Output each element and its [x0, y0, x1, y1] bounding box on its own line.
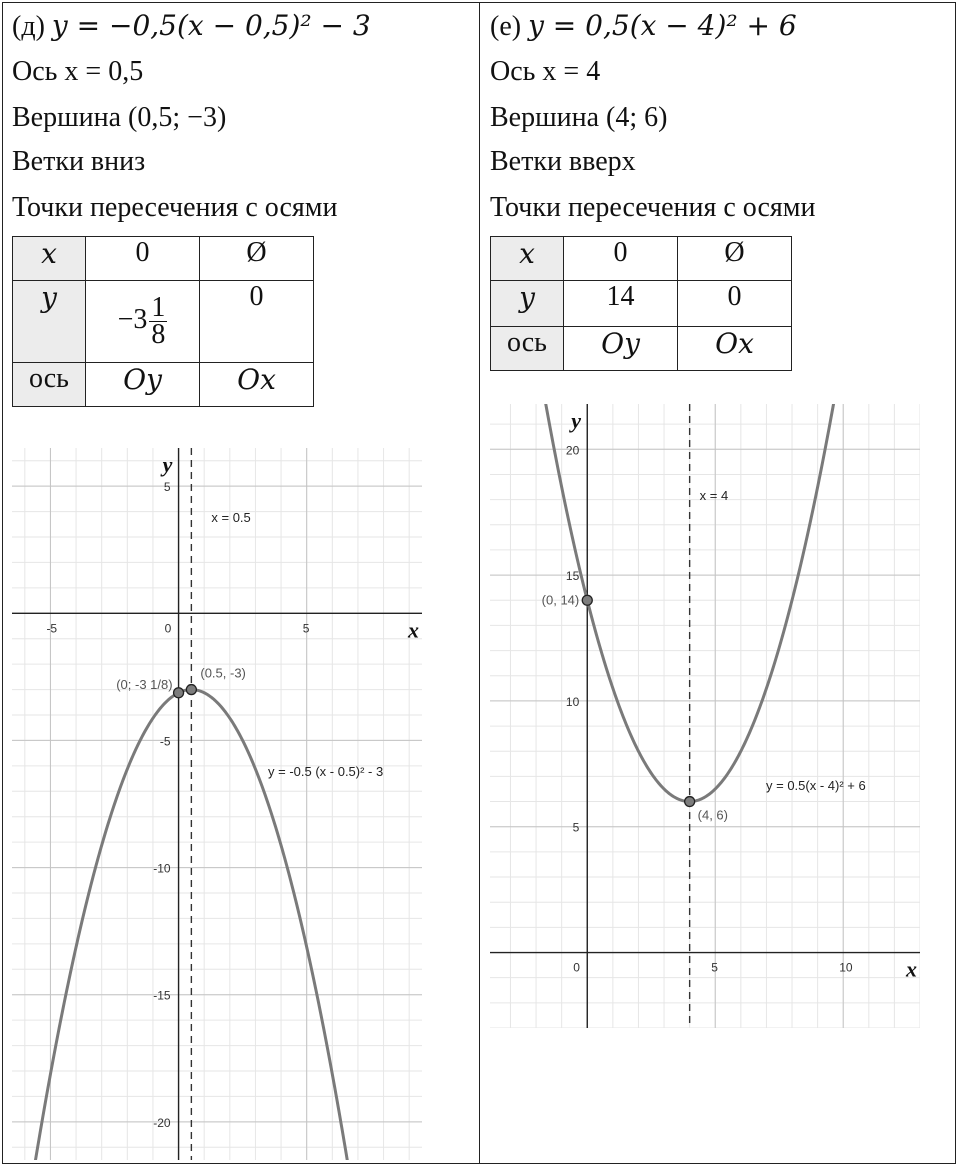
point-label: (0, 14) — [541, 592, 580, 608]
left-table-head-x: x — [13, 237, 86, 281]
intersection-point — [685, 797, 695, 807]
left-equation: y = −0,5(x − 0,5)² − 3 — [51, 9, 371, 42]
right-table-x-c1: 0 — [564, 237, 678, 281]
x-tick-label: 5 — [711, 960, 718, 975]
y-tick-label: -5 — [159, 734, 171, 749]
y-tick-label: -15 — [153, 988, 171, 1003]
y-tick-label: 10 — [565, 694, 580, 709]
right-branches: Ветки вверх — [490, 146, 636, 177]
x-axis-label: x — [906, 956, 917, 982]
point-label: (4, 6) — [697, 807, 728, 823]
y-tick-label: 20 — [565, 443, 580, 458]
left-table-head-y: y — [13, 281, 86, 363]
x-axis-label: x — [408, 617, 419, 643]
right-vertex-line: Вершина (4; 6) — [490, 102, 668, 133]
intersection-point — [186, 685, 196, 695]
y-axis-label: y — [162, 452, 173, 477]
left-table-y-c1-whole: −3 — [117, 303, 148, 335]
left-branches: Ветки вниз — [12, 146, 146, 177]
x-tick-label: -5 — [46, 621, 58, 636]
intersection-point — [174, 688, 184, 698]
left-table-axis-c1: Oy — [86, 363, 200, 407]
y-tick-label: -10 — [153, 861, 171, 876]
left-vertex-line: Вершина (0,5; −3) — [12, 102, 227, 133]
parabola-curve — [12, 690, 422, 1160]
y-tick-label: 5 — [163, 480, 171, 495]
left-table-y-c1-fraction — [149, 292, 167, 350]
left-table-x-c2: Ø — [200, 237, 314, 281]
column-divider — [479, 2, 480, 1164]
y-tick-label: 5 — [572, 820, 580, 835]
axis-of-symmetry-label: x = 0.5 — [211, 510, 251, 525]
x-tick-label: 10 — [839, 960, 853, 975]
right-parabola-graph — [490, 404, 920, 1028]
left-intersections-heading: Точки пересечения с осями — [12, 192, 338, 223]
axis-of-symmetry-label: x = 4 — [699, 488, 729, 503]
left-title-label: (д) — [12, 11, 45, 42]
intersection-point — [582, 595, 592, 605]
y-tick-label: -20 — [153, 1115, 171, 1130]
left-table-x-c1: 0 — [86, 237, 200, 281]
x-tick-label: 0 — [164, 621, 172, 636]
right-table-x-c2: Ø — [678, 237, 792, 281]
left-table-head-axis: ось — [13, 363, 86, 407]
right-intersections-table — [490, 236, 792, 371]
x-tick-label: 5 — [302, 621, 310, 636]
curve-equation-label: y = 0.5(x - 4)² + 6 — [766, 778, 866, 793]
point-label: (0; -3 1/8) — [116, 676, 173, 692]
left-fraction-denominator: 8 — [151, 319, 166, 350]
right-table-head-x: x — [491, 237, 564, 281]
left-axis-line: Ось x = 0,5 — [12, 56, 144, 87]
right-equation: y = 0,5(x − 4)² + 6 — [528, 9, 797, 42]
y-axis-label: y — [571, 408, 582, 433]
left-intersections-table — [12, 236, 314, 407]
right-title — [490, 10, 797, 43]
right-table-axis-c1: Oy — [564, 327, 678, 371]
point-label: (0.5, -3) — [200, 665, 246, 681]
left-table-y-c1 — [86, 281, 200, 363]
right-table-y-c1: 14 — [564, 281, 678, 327]
left-table-y-c2: 0 — [200, 281, 314, 363]
curve-equation-label: y = -0.5 (x - 0.5)² - 3 — [268, 764, 384, 779]
left-parabola-graph — [12, 448, 422, 1160]
left-title — [12, 10, 371, 43]
right-table-y-c2: 0 — [678, 281, 792, 327]
y-tick-label: 15 — [565, 569, 580, 584]
x-tick-label: 0 — [573, 960, 580, 975]
right-title-label: (е) — [490, 11, 522, 42]
right-table-head-axis: ось — [491, 327, 564, 371]
right-intersections-heading: Точки пересечения с осями — [490, 192, 816, 223]
right-table-axis-c2: Ox — [678, 327, 792, 371]
left-table-axis-c2: Ox — [200, 363, 314, 407]
left-fraction-numerator: 1 — [151, 292, 166, 323]
right-table-head-y: y — [491, 281, 564, 327]
right-axis-line: Ось x = 4 — [490, 56, 601, 87]
